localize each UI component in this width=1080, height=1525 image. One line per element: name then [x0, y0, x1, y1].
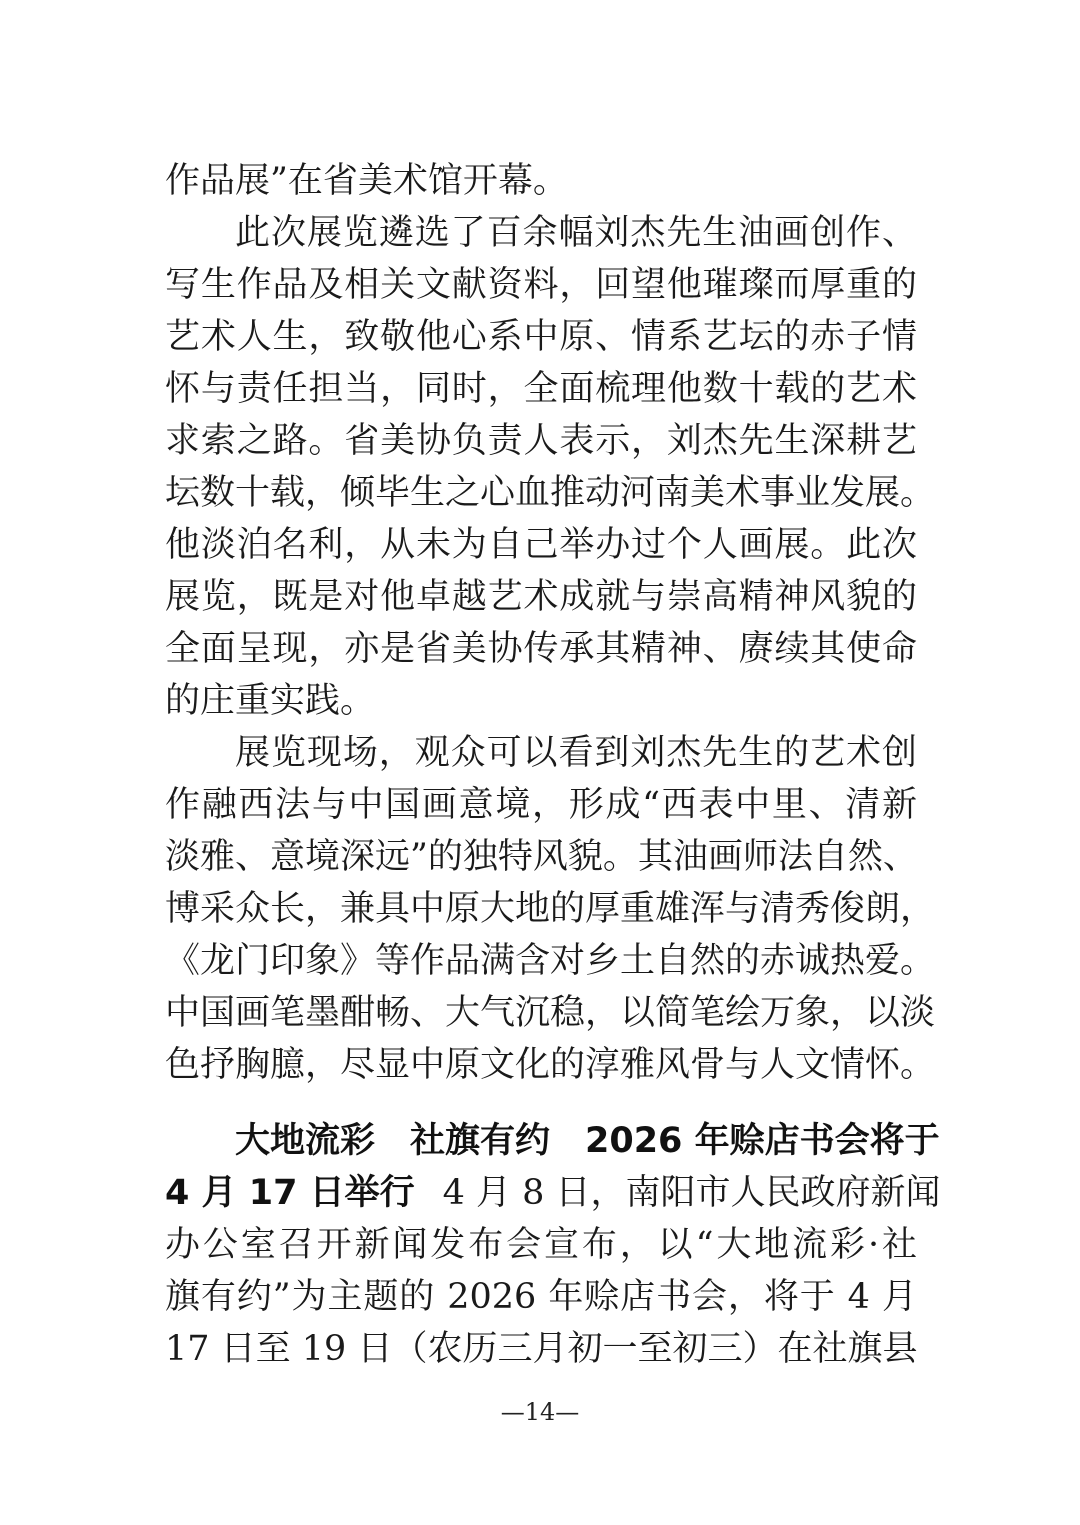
- page-number: —14—: [500, 1398, 580, 1426]
- news-body-text: 4 月 8 日，南阳市人民政府新闻: [442, 1173, 941, 1213]
- paragraph-line: 他淡泊名利，从未为自己举办过个人画展。此次: [165, 525, 917, 565]
- news-body-line: 办公室召开新闻发布会宣布，以“大地流彩·社: [165, 1225, 917, 1265]
- paragraph-line: 的庄重实践。: [165, 681, 376, 721]
- paragraph-line: 艺术人生，致敬他心系中原、情系艺坛的赤子情: [165, 317, 917, 357]
- paragraph-line: 展览，既是对他卓越艺术成就与崇高精神风貌的: [165, 577, 917, 617]
- paragraph-line: 作品展”在省美术馆开幕。: [165, 161, 568, 201]
- news-headline-and-body-line: [165, 1166, 941, 1220]
- paragraph-line: 求索之路。省美协负责人表示，刘杰先生深耕艺: [165, 421, 917, 461]
- paragraph-line: 博采众长，兼具中原大地的厚重雄浑与清秀俊朗，: [165, 889, 936, 929]
- paragraph-line: 坛数十载，倾毕生之心血推动河南美术事业发展。: [165, 473, 936, 513]
- paragraph-line: 怀与责任担当，同时，全面梳理他数十载的艺术: [165, 369, 917, 409]
- news-headline: 大地流彩 社旗有约 2026 年赊店书会将于: [235, 1121, 940, 1161]
- paragraph-line: 此次展览遴选了百余幅刘杰先生油画创作、: [235, 213, 917, 253]
- paragraph-line: 写生作品及相关文献资料，回望他璀璨而厚重的: [165, 265, 917, 305]
- paragraph-line: 全面呈现，亦是省美协传承其精神、赓续其使命: [165, 629, 917, 669]
- news-body-line: 旗有约”为主题的 2026 年赊店书会，将于 4 月: [165, 1277, 917, 1317]
- paragraph-line: 作融西法与中国画意境，形成“西表中里、清新: [165, 785, 917, 825]
- paragraph-line: 《龙门印象》等作品满含对乡土自然的赤诚热爱。: [165, 941, 936, 981]
- paragraph-line: 色抒胸臆，尽显中原文化的淳雅风骨与人文情怀。: [165, 1045, 936, 1085]
- news-headline-continuation: 4 月 17 日举行: [165, 1173, 415, 1213]
- paragraph-line: 淡雅、意境深远”的独特风貌。其油画师法自然、: [165, 837, 918, 877]
- news-body-line: 17 日至 19 日（农历三月初一至初三）在社旗县: [165, 1329, 918, 1369]
- paragraph-line: 中国画笔墨酣畅、大气沉稳，以简笔绘万象，以淡: [165, 993, 936, 1033]
- paragraph-line: 展览现场，观众可以看到刘杰先生的艺术创: [235, 733, 917, 773]
